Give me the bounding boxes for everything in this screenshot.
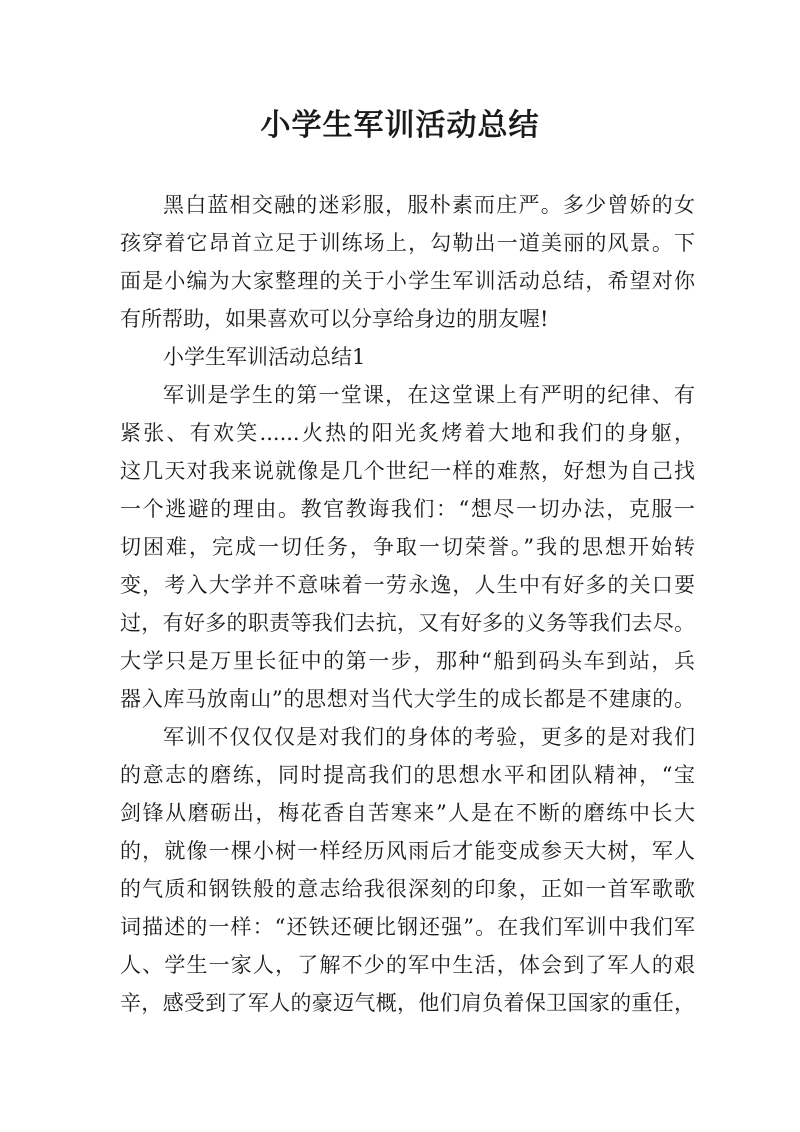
paragraph-line: 剑锋从磨砺出，梅花香自苦寒来”人是在不断的磨练中长大 [120,801,695,825]
paragraph-line: 器入库马放南山”的思想对当代大学生的成长都是不建康的。 [120,687,695,711]
paragraph-line: 这几天对我来说就像是几个世纪一样的难熬，好想为自己找 [120,459,695,483]
paragraph-line: 一个逃避的理由。教官教诲我们：“想尽一切办法，克服一 [120,497,695,521]
paragraph-line: 人、学生一家人，了解不少的军中生活，体会到了军人的艰 [120,953,695,977]
paragraph-line: 孩穿着它昂首立足于训练场上，勾勒出一道美丽的风景。下 [120,231,695,255]
paragraph-line: 的意志的磨练，同时提高我们的思想水平和团队精神，“宝 [120,763,695,787]
paragraph-line: 词描述的一样：“还铁还硬比钢还强”。在我们军训中我们军 [120,915,695,939]
paragraph-line: 变，考入大学并不意味着一劳永逸，人生中有好多的关口要 [120,573,695,597]
paragraph-line: 面是小编为大家整理的关于小学生军训活动总结，希望对你 [120,269,695,293]
paragraph-line: 有所帮助，如果喜欢可以分享给身边的朋友喔! [120,307,549,331]
paragraph-line: 紧张、有欢笑......火热的阳光炙烤着大地和我们的身躯， [120,421,695,445]
paragraph-line: 的，就像一棵小树一样经历风雨后才能变成参天大树，军人 [120,839,695,863]
paragraph-line: 军训不仅仅仅是对我们的身体的考验，更多的是对我们 [163,725,695,749]
paragraph-line: 过，有好多的职责等我们去抗，又有好多的义务等我们去尽。 [120,611,695,635]
paragraph-line: 大学只是万里长征中的第一步，那种“船到码头车到站，兵 [120,649,695,673]
document-title: 小学生军训活动总结 [260,108,540,143]
paragraph-line: 辛，感受到了军人的豪迈气概，他们肩负着保卫国家的重任， [120,991,695,1015]
paragraph-line: 的气质和钢铁般的意志给我很深刻的印象，正如一首军歌歌 [120,877,695,901]
paragraph-line: 切困难，完成一切任务，争取一切荣誉。”我的思想开始转 [120,535,695,559]
paragraph-line: 军训是学生的第一堂课，在这堂课上有严明的纪律、有 [163,383,695,407]
section-heading: 小学生军训活动总结1 [163,345,366,369]
paragraph-line: 黑白蓝相交融的迷彩服，服朴素而庄严。多少曾娇的女 [163,193,695,217]
